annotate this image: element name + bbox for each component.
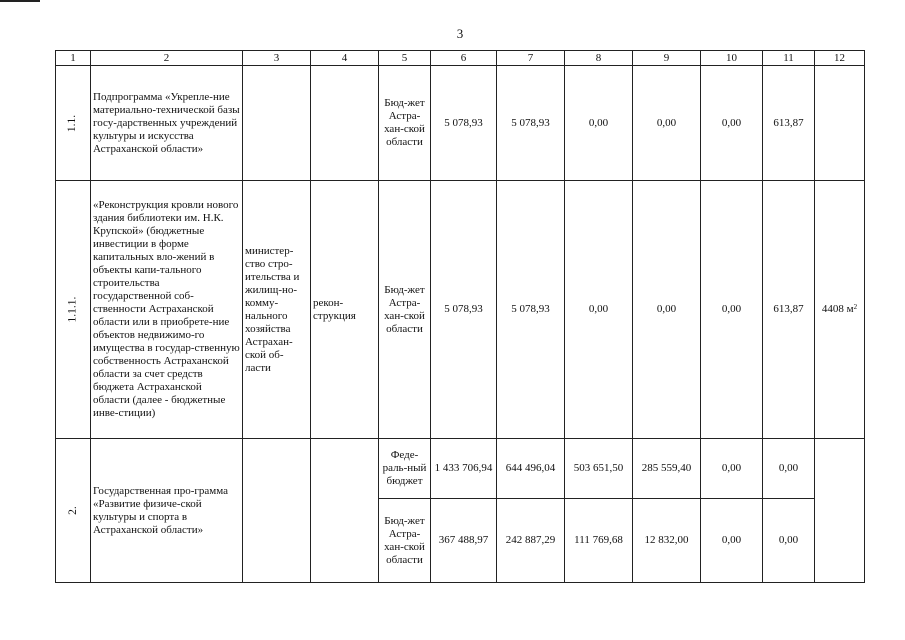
value-cell: 12 832,00 <box>633 499 701 583</box>
value-cell: 367 488,97 <box>431 499 497 583</box>
value-cell: 0,00 <box>633 181 701 439</box>
table-row <box>56 439 865 499</box>
header-row <box>56 51 865 66</box>
value-cell: 285 559,40 <box>633 439 701 499</box>
funding-source-cell: Феде-раль-ный бюджет <box>379 439 431 499</box>
result-unit-sup: 2 <box>853 303 858 311</box>
value-cell: 0,00 <box>565 66 633 181</box>
page-number: 3 <box>456 26 464 41</box>
header-cell: 9 <box>633 51 701 66</box>
funding-source-cell: Бюд-жет Астра-хан-ской области <box>379 499 431 583</box>
header-cell: 11 <box>763 51 815 66</box>
name-cell: Подпрограмма «Укрепле-ние материально-технической базы госу-дарственных учреждений культуры и искусства Астраханской области» <box>91 66 243 181</box>
funding-source-cell: Бюд-жет Астра-хан-ской области <box>379 66 431 181</box>
executor-cell: министер-ство стро-ительства и жилищ-но-комму-нального хозяйства Астрахан-ской об-ласти <box>243 181 311 439</box>
value-cell: 5 078,93 <box>497 66 565 181</box>
value-cell: 613,87 <box>763 66 815 181</box>
value-cell: 613,87 <box>763 181 815 439</box>
header-cell: 4 <box>311 51 379 66</box>
header-cell: 3 <box>243 51 311 66</box>
row-number: 2. <box>66 506 79 515</box>
table-row <box>56 66 865 181</box>
header-cell: 8 <box>565 51 633 66</box>
row-number-cell <box>56 181 91 439</box>
executor-cell <box>243 439 311 583</box>
header-cell: 6 <box>431 51 497 66</box>
row-number-cell <box>56 66 91 181</box>
row-number: 1.1.1. <box>66 296 79 323</box>
value-cell: 0,00 <box>701 439 763 499</box>
value-cell: 644 496,04 <box>497 439 565 499</box>
header-cell: 10 <box>701 51 763 66</box>
program-table <box>55 50 865 583</box>
value-cell: 0,00 <box>763 499 815 583</box>
value-cell: 1 433 706,94 <box>431 439 497 499</box>
result-cell <box>815 66 865 181</box>
value-cell: 5 078,93 <box>431 181 497 439</box>
header-cell: 12 <box>815 51 865 66</box>
value-cell: 0,00 <box>701 181 763 439</box>
value-cell: 0,00 <box>701 499 763 583</box>
header-cell: 7 <box>497 51 565 66</box>
row-number-cell <box>56 439 91 583</box>
value-cell: 111 769,68 <box>565 499 633 583</box>
funding-source-cell: Бюд-жет Астра-хан-ской области <box>379 181 431 439</box>
table-row <box>56 181 865 439</box>
value-cell: 0,00 <box>633 66 701 181</box>
header-cell: 5 <box>379 51 431 66</box>
value-cell: 503 651,50 <box>565 439 633 499</box>
value-cell: 5 078,93 <box>431 66 497 181</box>
type-cell <box>311 439 379 583</box>
row-number: 1.1. <box>66 114 79 132</box>
result-cell <box>815 439 865 583</box>
value-cell: 0,00 <box>701 66 763 181</box>
value-cell: 5 078,93 <box>497 181 565 439</box>
header-cell: 1 <box>56 51 91 66</box>
executor-cell <box>243 66 311 181</box>
result-cell <box>815 181 865 439</box>
value-cell: 0,00 <box>763 439 815 499</box>
scan-corner-mark <box>0 0 40 8</box>
value-cell: 0,00 <box>565 181 633 439</box>
name-cell: Государственная про-грамма «Развитие физиче-ской культуры и спорта в Астраханской области» <box>91 439 243 583</box>
type-cell: рекон-струкция <box>311 181 379 439</box>
type-cell <box>311 66 379 181</box>
name-cell: «Реконструкция кровли нового здания библиотеки им. Н.К. Крупской» (бюджетные инвестиции в форме капитальных вло-жений в объекты капи-тального строительства государственной соб-ственности Астраханской области или в приобрете-ние объектов недвижимо-го имущества в государ-ственную собственность Астраханской области за счет средств бюджета Астраханской области (далее - бюджетные инве-стиции) <box>91 181 243 439</box>
result-value: 4408 м <box>821 303 854 315</box>
header-cell: 2 <box>91 51 243 66</box>
value-cell: 242 887,29 <box>497 499 565 583</box>
